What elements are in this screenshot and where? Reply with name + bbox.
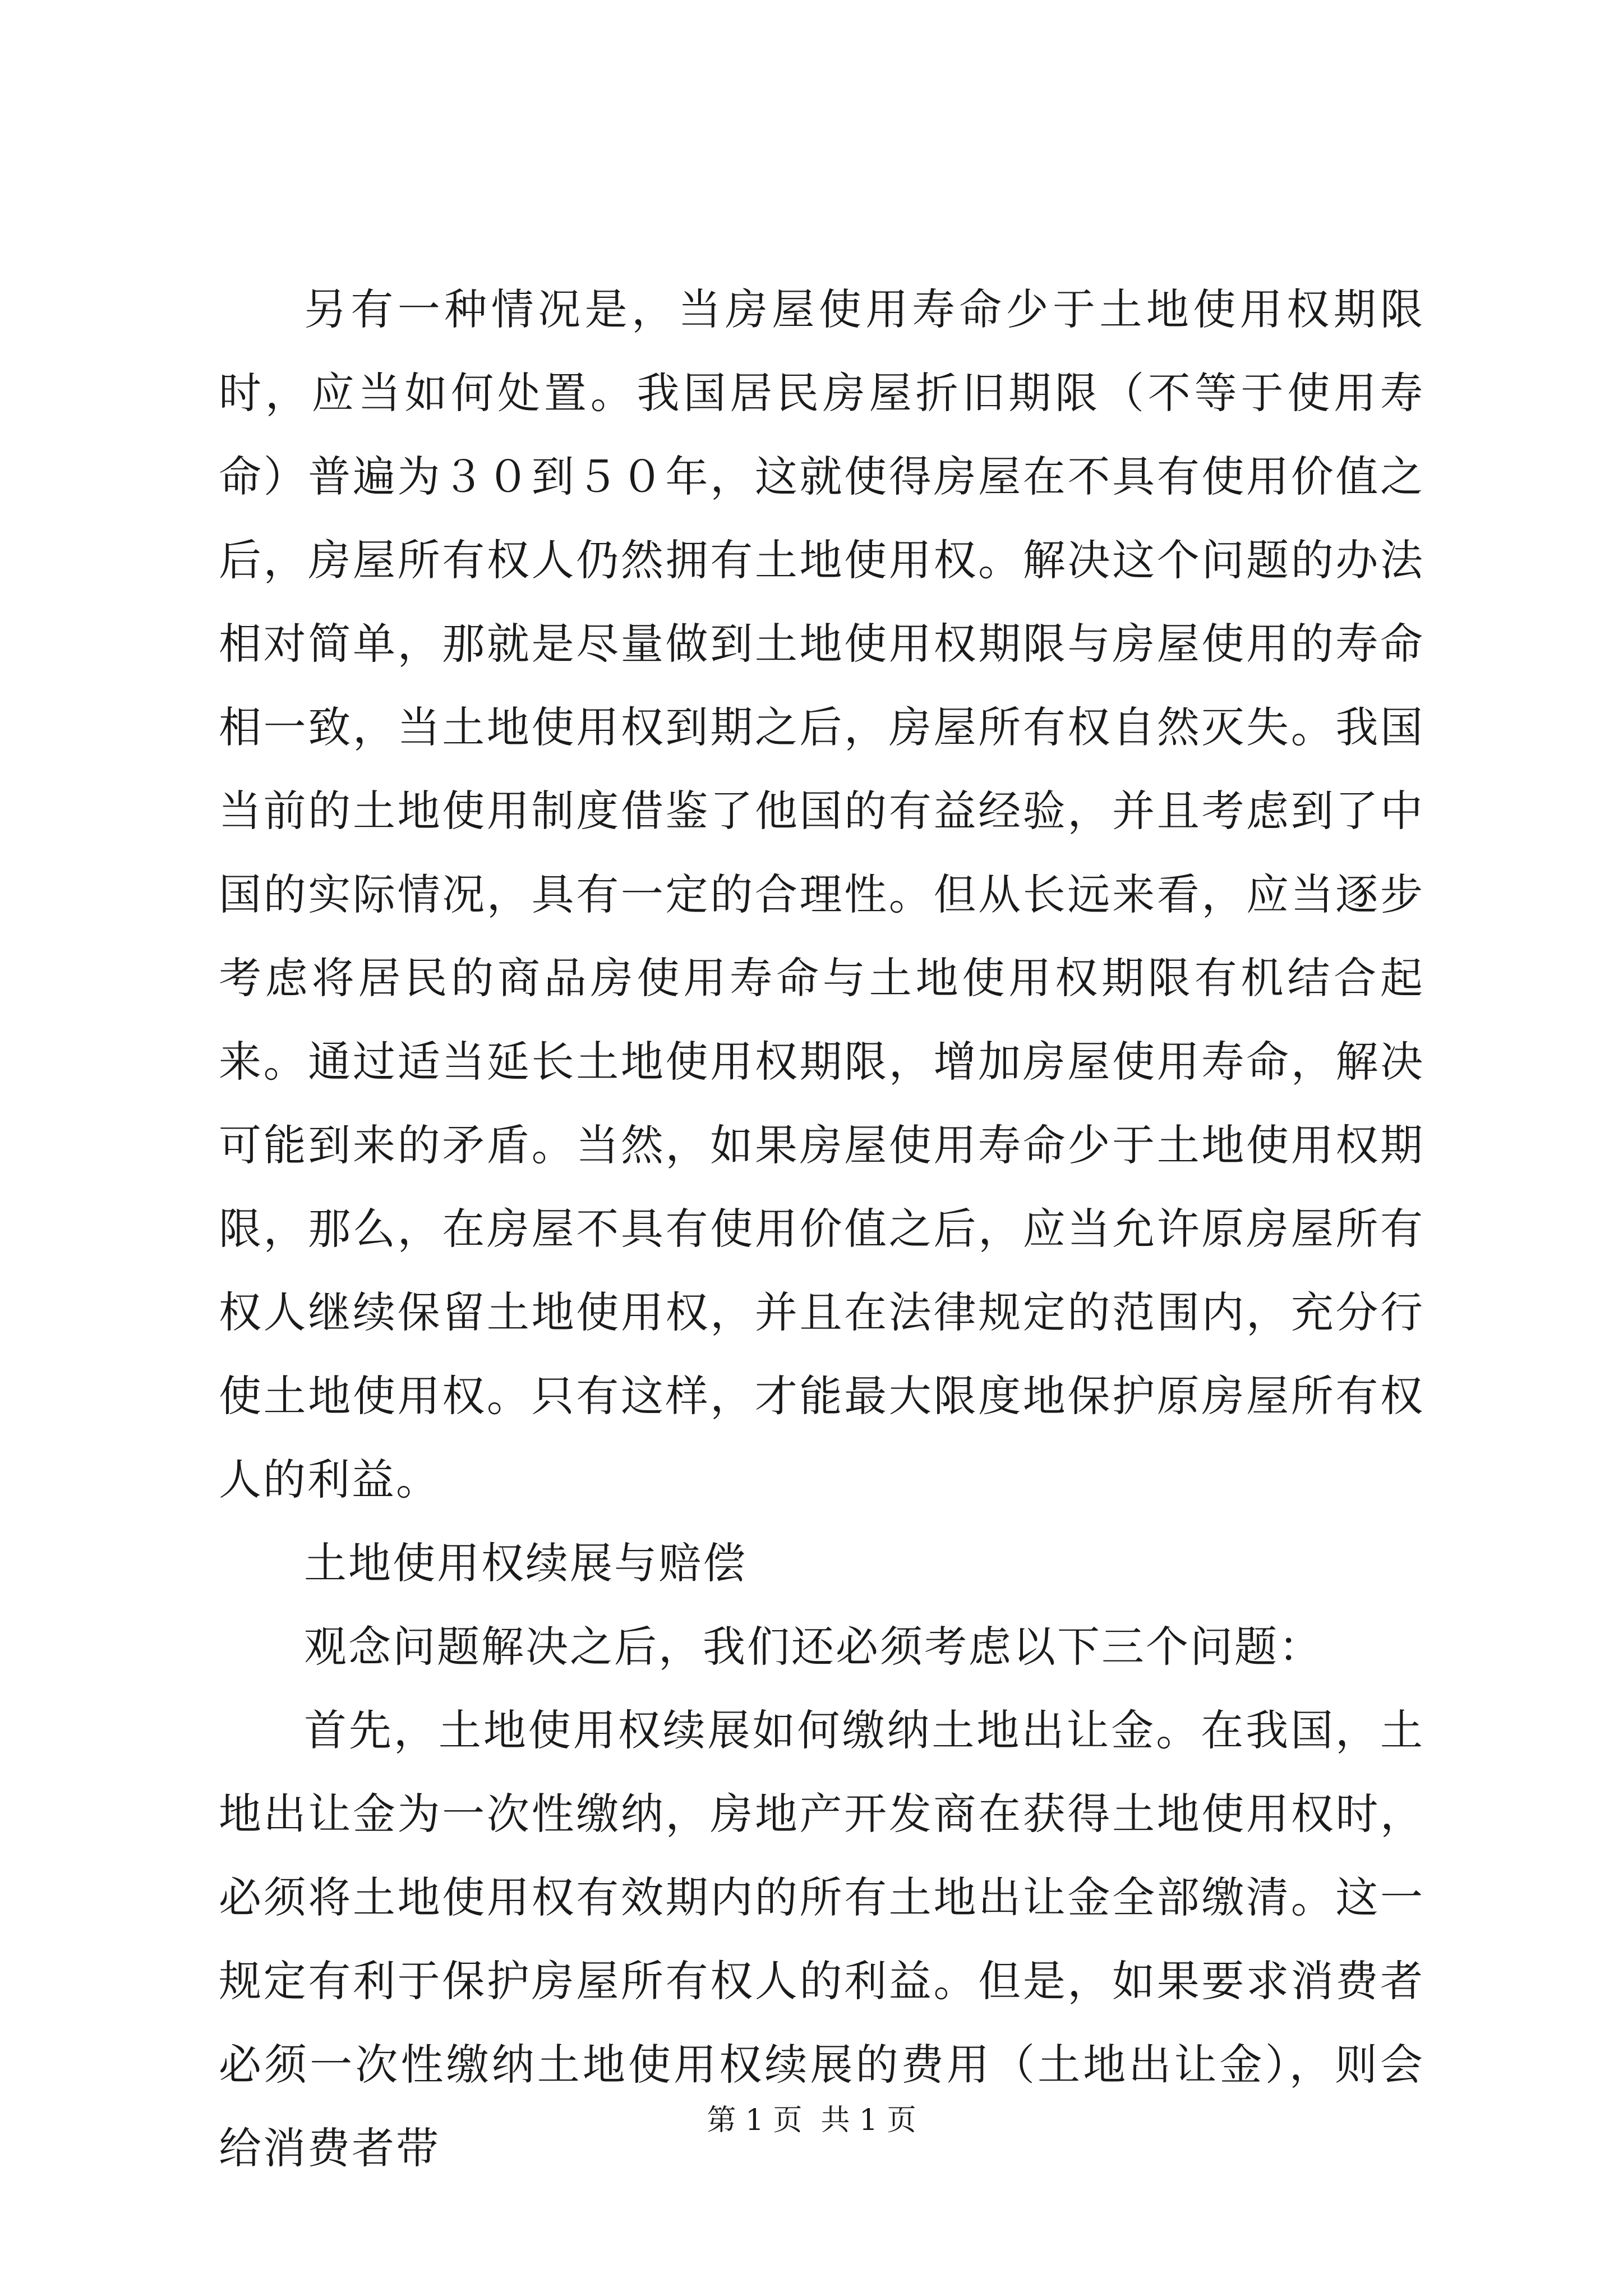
document-body (219, 268, 1424, 2190)
section-heading-renewal-compensation: 土地使用权续展与赔偿 (304, 1538, 747, 1588)
paragraph-land-fee-payment: 首先，土地使用权续展如何缴纳土地出让金。在我国，土地出让金为一次性缴纳，房地产开发商在获得土地使用权时，必须将土地使用权有效期内的所有土地出让金全部缴清。这一规定有利于保护房屋所有权人的利益。但是，如果要求消费者必须一次性缴纳土地使用权续展的费用（土地出让金），则会给消费者带 (219, 1705, 1424, 2173)
paragraph-three-issues-intro: 观念问题解决之后，我们还必须考虑以下三个问题： (304, 1622, 1323, 1672)
paragraph-house-lifespan: 另有一种情况是，当房屋使用寿命少于土地使用权期限时，应当如何处置。我国居民房屋折旧期限（不等于使用寿命）普遍为３０到５０年，这就使得房屋在不具有使用价值之后，房屋所有权人仍然拥有土地使用权。解决这个问题的办法相对简单，那就是尽量做到土地使用权期限与房屋使用的寿命相一致，当土地使用权到期之后，房屋所有权自然灭失。我国当前的土地使用制度借鉴了他国的有益经验，并且考虑到了中国的实际情况，具有一定的合理性。但从长远来看，应当逐步考虑将居民的商品房使用寿命与土地使用权期限有机结合起来。通过适当延长土地使用权期限，增加房屋使用寿命，解决可能到来的矛盾。当然，如果房屋使用寿命少于土地使用权期限，那么，在房屋不具有使用价值之后，应当允许原房屋所有权人继续保留土地使用权，并且在法律规定的范围内，充分行使土地使用权。只有这样，才能最大限度地保护原房屋所有权人的利益。 (219, 284, 1424, 1504)
page-footer (0, 2101, 1623, 2140)
page-number: 第 1 页 共 1 页 (707, 2104, 916, 2137)
